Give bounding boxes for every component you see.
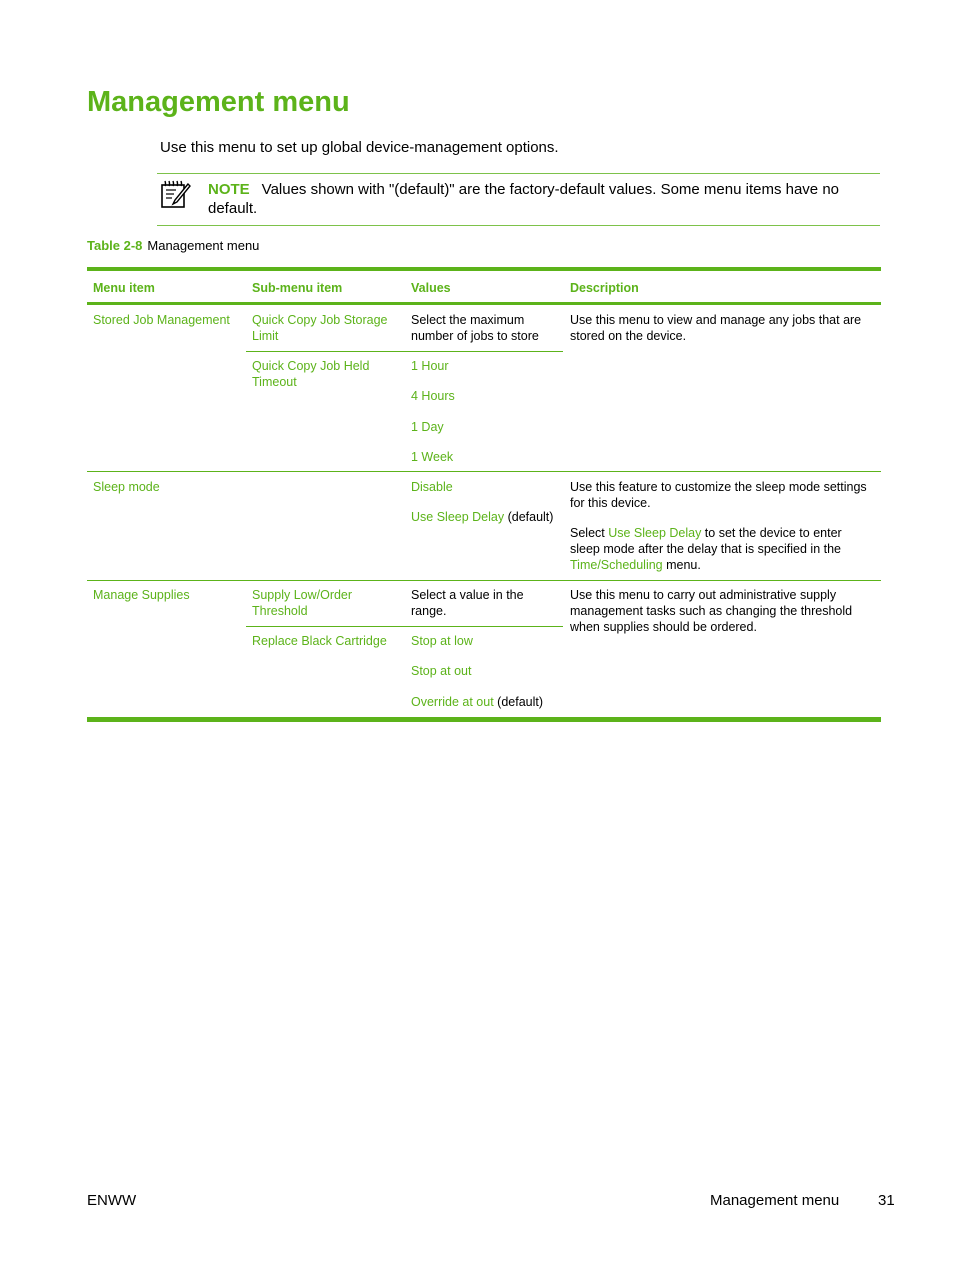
table-header-row [87,271,881,305]
footer-enww: ENWW [87,1192,137,1209]
note-body: Values shown with "(default)" are the factory-default values. Some menu items have no default. [208,181,840,217]
value-use-sleep-delay-line [411,509,553,525]
value-use-sleep-delay[interactable]: Use Sleep Delay [411,510,505,524]
intro-text: Use this menu to set up global device-management options. [160,139,559,156]
note-text [208,180,873,218]
value-stop-at-out[interactable]: Stop at out [411,664,472,678]
sleep-desc-1: Use this feature to customize the sleep mode settings for this device. [570,480,867,510]
sleep-desc-2a: Select [570,526,609,540]
note-box [157,173,880,226]
row-divider [246,351,563,352]
submenu-quick-copy-job-held-timeout[interactable]: Quick Copy Job Held Timeout [252,359,370,389]
link-use-sleep-delay[interactable]: Use Sleep Delay [608,526,702,540]
table-row-manage-supplies [87,581,881,717]
table-caption-title: Management menu [147,238,260,253]
sleep-desc-2 [570,525,875,573]
table-caption [87,238,259,253]
page-title: Management menu [87,86,350,118]
menu-item-manage-supplies[interactable]: Manage Supplies [93,588,190,602]
value-1-week[interactable]: 1 Week [411,450,454,464]
value-1-day[interactable]: 1 Day [411,420,444,434]
submenu-quick-copy-job-storage-limit[interactable]: Quick Copy Job Storage Limit [252,313,388,343]
description-sleep-mode [570,479,875,573]
header-menu-item: Menu item [93,281,155,295]
menu-item-stored-job-management[interactable]: Stored Job Management [93,313,230,327]
value-stop-at-low[interactable]: Stop at low [411,634,473,648]
value-storage-limit: Select the maximum number of jobs to store [411,313,539,343]
header-description: Description [570,281,639,295]
submenu-replace-black-cartridge[interactable]: Replace Black Cartridge [252,634,387,648]
note-label: NOTE [208,181,250,198]
header-sub-menu-item: Sub-menu item [252,281,343,295]
table-number: Table 2-8 [87,238,143,253]
default-suffix: (default) [493,695,544,709]
header-values: Values [411,281,451,295]
link-time-scheduling[interactable]: Time/Scheduling [570,558,663,572]
sleep-desc-2b: to set the device to enter sleep mode after the delay that is specified in the [570,526,842,556]
default-suffix: (default) [504,510,554,524]
menu-item-sleep-mode[interactable]: Sleep mode [93,480,160,494]
sleep-desc-2c: menu. [662,558,701,572]
value-disable[interactable]: Disable [411,480,453,494]
row-divider [246,626,563,627]
value-override-at-out-line [411,694,543,710]
description-stored-job-management: Use this menu to view and manage any jobs that are stored on the device. [570,313,862,343]
table-row-stored-job-management [87,305,881,472]
submenu-supply-low-order-threshold[interactable]: Supply Low/Order Threshold [252,588,353,618]
value-select-range: Select a value in the range. [411,588,524,618]
value-4-hours[interactable]: 4 Hours [411,389,455,403]
footer-page-number: 31 [878,1192,895,1209]
value-override-at-out[interactable]: Override at out [411,695,494,709]
value-1-hour[interactable]: 1 Hour [411,359,449,373]
table-row-sleep-mode [87,472,881,581]
footer-section-title: Management menu [710,1192,840,1209]
note-pencil-icon [159,178,191,210]
management-menu-table [87,267,881,722]
description-manage-supplies: Use this menu to carry out administrative supply management tasks such as changing the threshold when supplies should be ordered. [570,588,853,634]
